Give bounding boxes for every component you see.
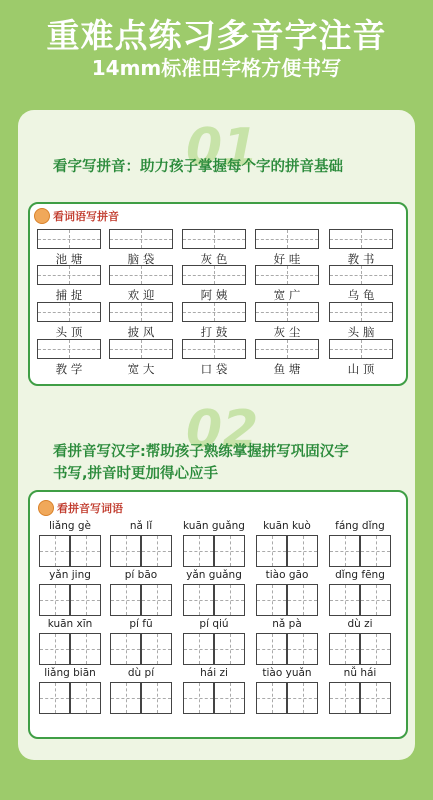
pinyin-writing-cell[interactable]	[37, 265, 101, 285]
character-writing-cell[interactable]	[287, 584, 318, 616]
character-writing-cell[interactable]	[110, 535, 141, 567]
word-text: 欢 迎	[127, 288, 155, 302]
character-writing-cell[interactable]	[141, 633, 172, 665]
character-writing-cell[interactable]	[329, 682, 360, 714]
character-writing-cell[interactable]	[360, 584, 391, 616]
character-writing-cell[interactable]	[256, 682, 287, 714]
page-subtitle: 14mm标准田字格方便书写	[91, 56, 342, 80]
pinyin-text: yǎn guǎng	[186, 569, 242, 581]
pinyin-text: dǐng fēng	[335, 569, 385, 581]
word-text: 好 哇	[273, 252, 301, 266]
character-writing-cell[interactable]	[183, 633, 214, 665]
character-writing-cell[interactable]	[214, 584, 245, 616]
pinyin-writing-cell[interactable]	[37, 302, 101, 322]
word-text: 教 书	[347, 252, 375, 266]
character-writing-cell[interactable]	[256, 535, 287, 567]
word-text: 脑 袋	[127, 252, 155, 266]
word-text: 打 鼓	[200, 325, 228, 339]
pinyin-text: hái zi	[200, 667, 228, 679]
pinyin-text: dù pí	[127, 667, 155, 679]
word-text: 鱼 塘	[273, 362, 301, 376]
character-writing-cell[interactable]	[256, 633, 287, 665]
character-writing-cell[interactable]	[329, 535, 360, 567]
character-writing-cell[interactable]	[329, 633, 360, 665]
word-text: 头 顶	[55, 325, 83, 339]
character-writing-cell[interactable]	[141, 682, 172, 714]
character-writing-cell[interactable]	[183, 535, 214, 567]
word-text: 乌 龟	[347, 288, 375, 302]
pinyin-writing-cell[interactable]	[255, 302, 319, 322]
section1-heading: 看字写拼音：助力孩子掌握每个字的拼音基础	[53, 159, 343, 175]
pinyin-text: fáng dǐng	[335, 520, 385, 532]
section2-number: 02	[186, 400, 259, 460]
pinyin-text: nǎ lǐ	[129, 520, 153, 532]
character-writing-cell[interactable]	[287, 535, 318, 567]
character-writing-cell[interactable]	[110, 633, 141, 665]
character-writing-cell[interactable]	[70, 633, 101, 665]
pinyin-writing-cell[interactable]	[329, 302, 393, 322]
pinyin-writing-cell[interactable]	[255, 339, 319, 359]
character-writing-cell[interactable]	[39, 682, 70, 714]
character-writing-cell[interactable]	[287, 682, 318, 714]
character-writing-cell[interactable]	[287, 633, 318, 665]
pinyin-text: pí fū	[129, 618, 153, 630]
character-writing-cell[interactable]	[70, 584, 101, 616]
pinyin-text: yǎn jing	[49, 569, 91, 581]
character-writing-cell[interactable]	[214, 633, 245, 665]
section1-number: 01	[186, 118, 259, 178]
word-text: 头 脑	[347, 325, 375, 339]
pinyin-text: pí bāo	[124, 569, 158, 581]
character-writing-cell[interactable]	[360, 633, 391, 665]
pinyin-writing-cell[interactable]	[329, 339, 393, 359]
word-text: 山 顶	[347, 362, 375, 376]
pinyin-writing-cell[interactable]	[182, 339, 246, 359]
pinyin-writing-cell[interactable]	[329, 229, 393, 249]
section2-label-text: 看拼音写词语	[57, 502, 123, 515]
pinyin-writing-cell[interactable]	[109, 265, 173, 285]
girl-mascot-icon	[38, 500, 54, 516]
pinyin-writing-cell[interactable]	[182, 265, 246, 285]
section2-label	[38, 500, 123, 516]
pinyin-writing-cell[interactable]	[255, 265, 319, 285]
pinyin-writing-cell[interactable]	[37, 339, 101, 359]
word-text: 披 风	[127, 325, 155, 339]
pinyin-text: kuān xīn	[47, 618, 93, 630]
character-writing-cell[interactable]	[70, 535, 101, 567]
character-writing-cell[interactable]	[329, 584, 360, 616]
pinyin-text: pí qiú	[199, 618, 229, 630]
lion-mascot-icon	[34, 208, 50, 224]
pinyin-writing-cell[interactable]	[255, 229, 319, 249]
character-writing-cell[interactable]	[110, 682, 141, 714]
word-text: 宽 大	[127, 362, 155, 376]
pinyin-writing-cell[interactable]	[109, 302, 173, 322]
word-text: 灰 色	[200, 252, 228, 266]
word-text: 池 塘	[55, 252, 83, 266]
section1-label	[34, 208, 119, 224]
pinyin-writing-cell[interactable]	[182, 302, 246, 322]
character-writing-cell[interactable]	[360, 682, 391, 714]
word-text: 灰 尘	[273, 325, 301, 339]
pinyin-writing-cell[interactable]	[182, 229, 246, 249]
pinyin-text: nǚ hái	[343, 667, 377, 679]
character-writing-cell[interactable]	[256, 584, 287, 616]
character-writing-cell[interactable]	[214, 682, 245, 714]
character-writing-cell[interactable]	[39, 535, 70, 567]
character-writing-cell[interactable]	[214, 535, 245, 567]
character-writing-cell[interactable]	[360, 535, 391, 567]
character-writing-cell[interactable]	[141, 535, 172, 567]
pinyin-writing-cell[interactable]	[109, 229, 173, 249]
pinyin-text: kuān kuò	[263, 520, 311, 532]
word-text: 阿 姨	[200, 288, 228, 302]
character-writing-cell[interactable]	[183, 584, 214, 616]
word-text: 宽 广	[273, 288, 301, 302]
character-writing-cell[interactable]	[141, 584, 172, 616]
word-text: 口 袋	[200, 362, 228, 376]
word-text: 捕 捉	[55, 288, 83, 302]
character-writing-cell[interactable]	[70, 682, 101, 714]
pinyin-text: liǎng biān	[44, 667, 96, 679]
pinyin-text: liǎng gè	[48, 520, 92, 532]
section2-heading-line1: 看拼音写汉字:帮助孩子熟练掌握拼写巩固汉字	[53, 444, 349, 460]
pinyin-text: kuān guǎng	[183, 520, 245, 532]
pinyin-writing-cell[interactable]	[37, 229, 101, 249]
pinyin-text: nǎ pà	[272, 618, 302, 630]
character-writing-cell[interactable]	[39, 584, 70, 616]
pinyin-text: tiào yuǎn	[262, 667, 312, 679]
pinyin-writing-cell[interactable]	[109, 339, 173, 359]
section2-heading-line2: 书写,拼音时更加得心应手	[53, 466, 219, 482]
pinyin-text: tiào gāo	[265, 569, 309, 581]
character-writing-cell[interactable]	[39, 633, 70, 665]
character-writing-cell[interactable]	[110, 584, 141, 616]
pinyin-text: dù zi	[347, 618, 373, 630]
page-title: 重难点练习多音字注音	[46, 16, 387, 55]
word-text: 教 学	[55, 362, 83, 376]
section1-label-text: 看词语写拼音	[53, 210, 119, 223]
character-writing-cell[interactable]	[183, 682, 214, 714]
pinyin-writing-cell[interactable]	[329, 265, 393, 285]
